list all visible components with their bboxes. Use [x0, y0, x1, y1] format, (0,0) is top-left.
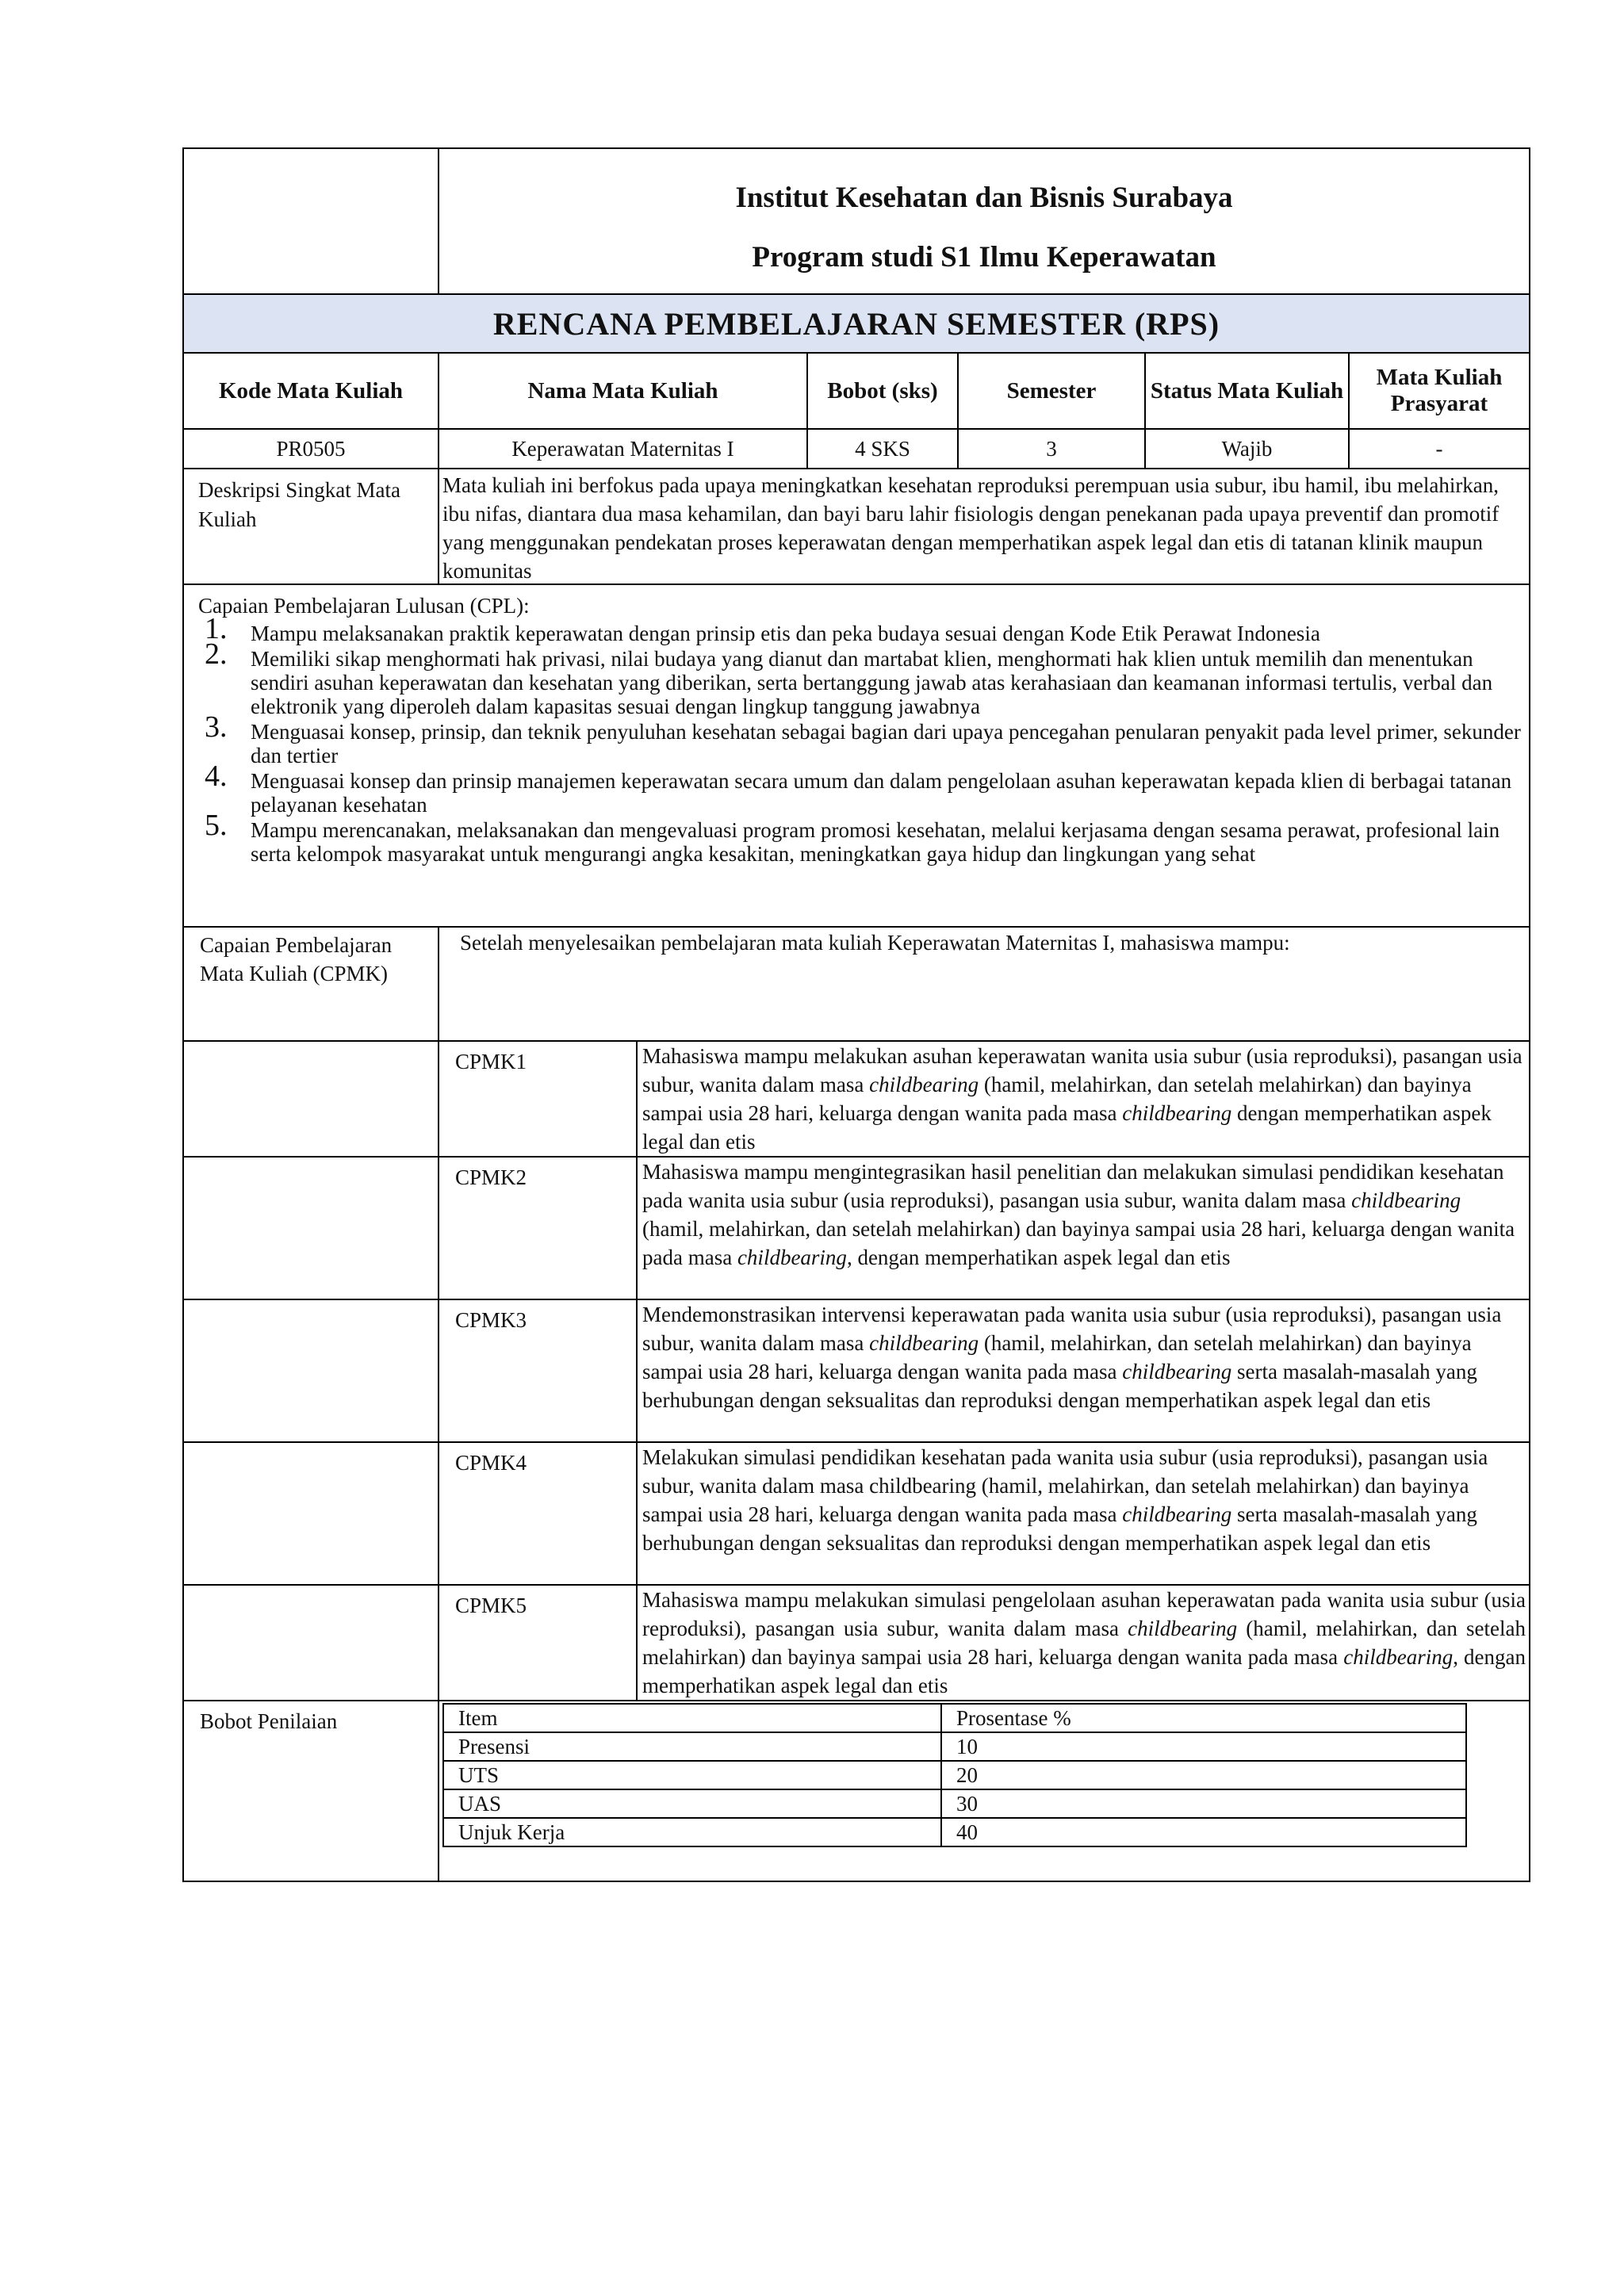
cpl-text: Mampu melaksanakan praktik keperawatan dengan prinsip etis dan peka budaya sesuai dengan Kode Etik Perawat Indonesia — [251, 622, 1320, 645]
col-bobot: Bobot (sks) — [806, 354, 957, 428]
cpl-section — [184, 585, 1529, 928]
cpmk-text: Mahasiswa mampu melakukan asuhan keperawatan wanita usia subur (usia reproduksi), pasangan usia subur, wanita dalam masa childbearing (hamil, melahirkan, dan setelah melahirkan) dan bayinya sampai usia 28 hari, keluarga dengan wanita pada masa childbearing dengan memperhatikan aspek legal dan etis — [636, 1042, 1529, 1156]
logo-cell — [184, 149, 438, 293]
description-text: Mata kuliah ini berfokus pada upaya meningkatkan kesehatan reproduksi perempuan usia subur, ibu hamil, ibu melahirkan, ibu nifas, diantara dua masa kehamilan, dan bayi baru lahir fisiologis dengan penekanan pada upaya preventif dan promotif yang menggunakan pendekatan proses keperawatan dengan memperhatikan aspek legal dan etis di tatanan klinik maupun komunitas — [438, 469, 1529, 584]
cpl-number: 3. — [205, 710, 228, 744]
cpmk-code: CPMK2 — [438, 1158, 636, 1299]
cpmk-intro-row — [184, 928, 1529, 1042]
cpl-item — [198, 612, 1521, 645]
course-status: Wajib — [1144, 430, 1348, 468]
header-percent: Prosentase % — [941, 1704, 1466, 1732]
cpmk-text: Mendemonstrasikan intervensi keperawatan pada wanita usia subur (usia reproduksi), pasangan usia subur, wanita dalam masa childbearing (hamil, melahirkan, dan setelah melahirkan) dan bayinya sampai usia 28 hari, keluarga dengan wanita pada masa childbearing serta masalah-masalah yang berhubungan dengan seksualitas dan reproduksi dengan memperhatikan aspek legal dan etis — [636, 1300, 1529, 1441]
cpl-number: 2. — [205, 637, 228, 671]
col-prasyarat: Mata Kuliah Prasyarat — [1348, 354, 1529, 428]
cpmk-row — [184, 1042, 1529, 1158]
cpmk-label: Capaian Pembelajaran Mata Kuliah (CPMK) — [200, 933, 393, 985]
cpl-item — [198, 809, 1521, 866]
cpl-item — [198, 637, 1521, 718]
col-nama: Nama Mata Kuliah — [438, 354, 806, 428]
rps-document — [182, 147, 1530, 1882]
cpmk-text: Melakukan simulasi pendidikan kesehatan pada wanita usia subur (usia reproduksi), pasangan usia subur, wanita dalam masa childbearing (hamil, melahirkan, dan setelah melahirkan) dan bayinya sampai usia 28 hari, keluarga dengan wanita pada masa childbearing serta masalah-masalah yang berhubungan dengan seksualitas dan reproduksi dengan memperhatikan aspek legal dan etis — [636, 1443, 1529, 1584]
course-prasyarat: - — [1348, 430, 1529, 468]
cpmk-text: Mahasiswa mampu melakukan simulasi pengelolaan asuhan keperawatan pada wanita usia subur (usia reproduksi), pasangan usia subur, wanita dalam masa childbearing (hamil, melahirkan, dan setelah melahirkan) dan bayinya sampai usia 28 hari, keluarga dengan wanita pada masa childbearing, dengan memperhatikan aspek legal dan etis — [636, 1586, 1529, 1700]
institution-name: Institut Kesehatan dan Bisnis Surabaya — [735, 182, 1233, 214]
header-titles — [438, 149, 1529, 293]
table-row: Presensi 10 — [443, 1732, 1466, 1761]
cpmk-row — [184, 1158, 1529, 1300]
course-nama: Keperawatan Maternitas I — [438, 430, 806, 468]
course-row — [184, 430, 1529, 469]
bobot-label: Bobot Penilaian — [200, 1709, 338, 1733]
cpmk-code: CPMK3 — [438, 1300, 636, 1441]
cpl-number: 5. — [205, 809, 228, 842]
cpmk-code: CPMK1 — [438, 1042, 636, 1156]
cpl-title: Capaian Pembelajaran Lulusan (CPL): — [198, 594, 530, 618]
cpl-text: Memiliki sikap menghormati hak privasi, nilai budaya yang dianut dan martabat klien, menghormati hak klien untuk memilih dan menentukan sendiri asuhan keperawatan dan kesehatan yang diberikan, serta bertanggung jawab atas kerahasiaan dan keamanan informasi tertulis, verbal dan elektronik yang diperoleh dalam kapasitas sesuai dengan lingkup tanggung jawabnya — [251, 647, 1493, 718]
doc-title: RENCANA PEMBELAJARAN SEMESTER (RPS) — [184, 295, 1529, 354]
cpl-item — [198, 710, 1521, 767]
table-row: Unjuk Kerja 40 — [443, 1818, 1466, 1846]
cpmk-row — [184, 1443, 1529, 1586]
col-semester: Semester — [957, 354, 1144, 428]
cpl-text: Mampu merencanakan, melaksanakan dan mengevaluasi program promosi kesehatan, melalui kerjasama dengan sesama perawat, profesional lain serta kelompok masyarakat untuk mengurangi angka kesakitan, meningkatkan gaya hidup dan lingkungan yang sehat — [251, 818, 1500, 866]
table-header-row — [443, 1704, 1466, 1732]
course-kode: PR0505 — [276, 436, 346, 461]
cpmk-row — [184, 1300, 1529, 1443]
cpl-text: Menguasai konsep, prinsip, dan teknik penyuluhan kesehatan sebagai bagian dari upaya pencegahan penularan penyakit pada level primer, sekunder dan tertier — [251, 720, 1521, 767]
header-item: Item — [443, 1704, 941, 1732]
cpl-text: Menguasai konsep dan prinsip manajemen keperawatan secara umum dan dalam pengelolaan asuhan keperawatan kepada klien di berbagai tatanan pelayanan kesehatan — [251, 769, 1512, 817]
cpmk-code: CPMK5 — [438, 1586, 636, 1700]
cpmk-text: Mahasiswa mampu mengintegrasikan hasil penelitian dan melakukan simulasi pendidikan kesehatan pada wanita usia subur (usia reproduksi), pasangan usia subur, wanita dalam masa childbearing (hamil, melahirkan, dan setelah melahirkan) dan bayinya sampai usia 28 hari, keluarga dengan wanita pada masa childbearing, dengan memperhatikan aspek legal dan etis — [636, 1158, 1529, 1299]
bobot-row — [184, 1701, 1529, 1881]
description-row — [184, 469, 1529, 585]
cpmk-row — [184, 1586, 1529, 1701]
col-status: Status Mata Kuliah — [1144, 354, 1348, 428]
cpmk-code: CPMK4 — [438, 1443, 636, 1584]
col-kode: Kode Mata Kuliah — [218, 377, 403, 404]
course-semester: 3 — [957, 430, 1144, 468]
table-row: UTS 20 — [443, 1761, 1466, 1789]
course-bobot: 4 SKS — [806, 430, 957, 468]
cpl-item — [198, 760, 1521, 817]
cpmk-intro: Setelah menyelesaikan pembelajaran mata kuliah Keperawatan Maternitas I, mahasiswa mampu: — [438, 928, 1529, 1040]
program-name: Program studi S1 Ilmu Keperawatan — [752, 241, 1216, 274]
grade-table — [442, 1703, 1467, 1847]
column-header-row — [184, 354, 1529, 430]
description-label: Deskripsi Singkat Mata Kuliah — [198, 478, 400, 531]
cpl-number: 1. — [205, 612, 228, 645]
cpl-number: 4. — [205, 760, 228, 793]
table-row: UAS 30 — [443, 1789, 1466, 1818]
header-row — [184, 149, 1529, 295]
bobot-table-cell — [438, 1701, 1529, 1881]
